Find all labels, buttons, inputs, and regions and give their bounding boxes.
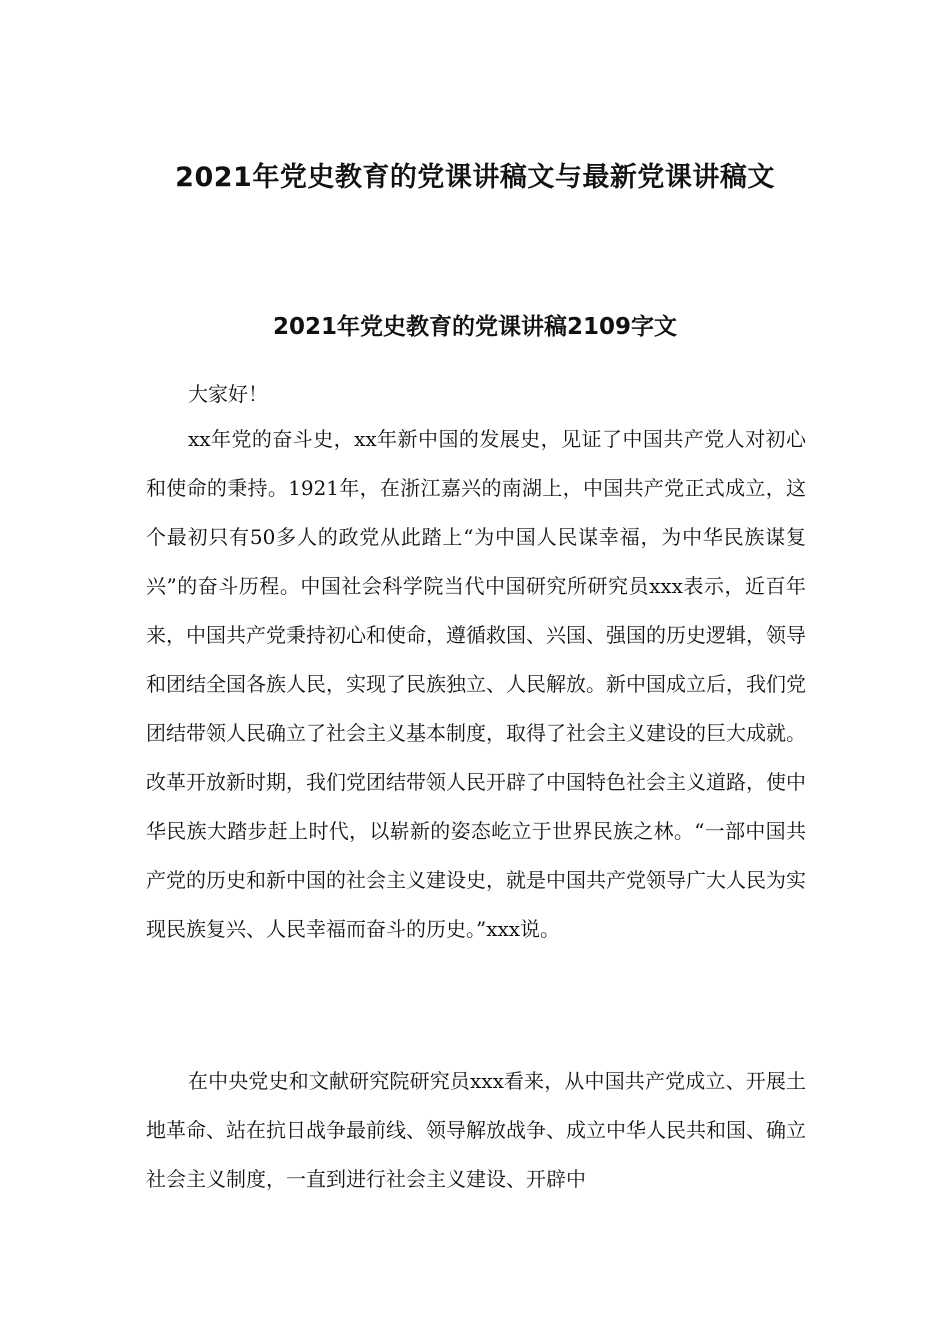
section-title: 2021年党史教育的党课讲稿2109字文 <box>272 314 678 340</box>
greeting-text: 大家好！ <box>188 382 268 406</box>
body-paragraph-1: xx年党的奋斗史，xx年新中国的发展史，见证了中国共产党人对初心和使命的秉持。1921年，在浙江嘉兴的南湖上，中国共产党正式成立，这个最初只有50多人的政党从此踏上“为中国人民谋幸福，为中华民族谋复兴”的奋斗历程。中国社会科学院当代中国研究所研究员xxx表示，近百年来，中国共产党秉持初心和使命，遵循救国、兴国、强国的历史逻辑，领导和团结全国各族人民，实现了民族独立、人民解放。新中国成立后，我们党团结带领人民确立了社会主义基本制度，取得了社会主义建设的巨大成就。改革开放新时期，我们党团结带领人民开辟了中国特色社会主义道路，使中华民族大踏步赶上时代，以崭新的姿态屹立于世界民族之林。“一部中国共产党的历史和新中国的社会主义建设史，就是中国共产党领导广大人民为实现民族复兴、人民幸福而奋斗的历史。”xxx说。 <box>146 427 806 941</box>
body-paragraph-2: 在中央党史和文献研究院研究员xxx看来，从中国共产党成立、开展土地革命、站在抗日战争最前线、领导解放战争、成立中华人民共和国、确立社会主义制度，一直到进行社会主义建设、开辟中 <box>146 1069 806 1191</box>
document-title: 2021年党史教育的党课讲稿文与最新党课讲稿文 <box>175 162 775 193</box>
